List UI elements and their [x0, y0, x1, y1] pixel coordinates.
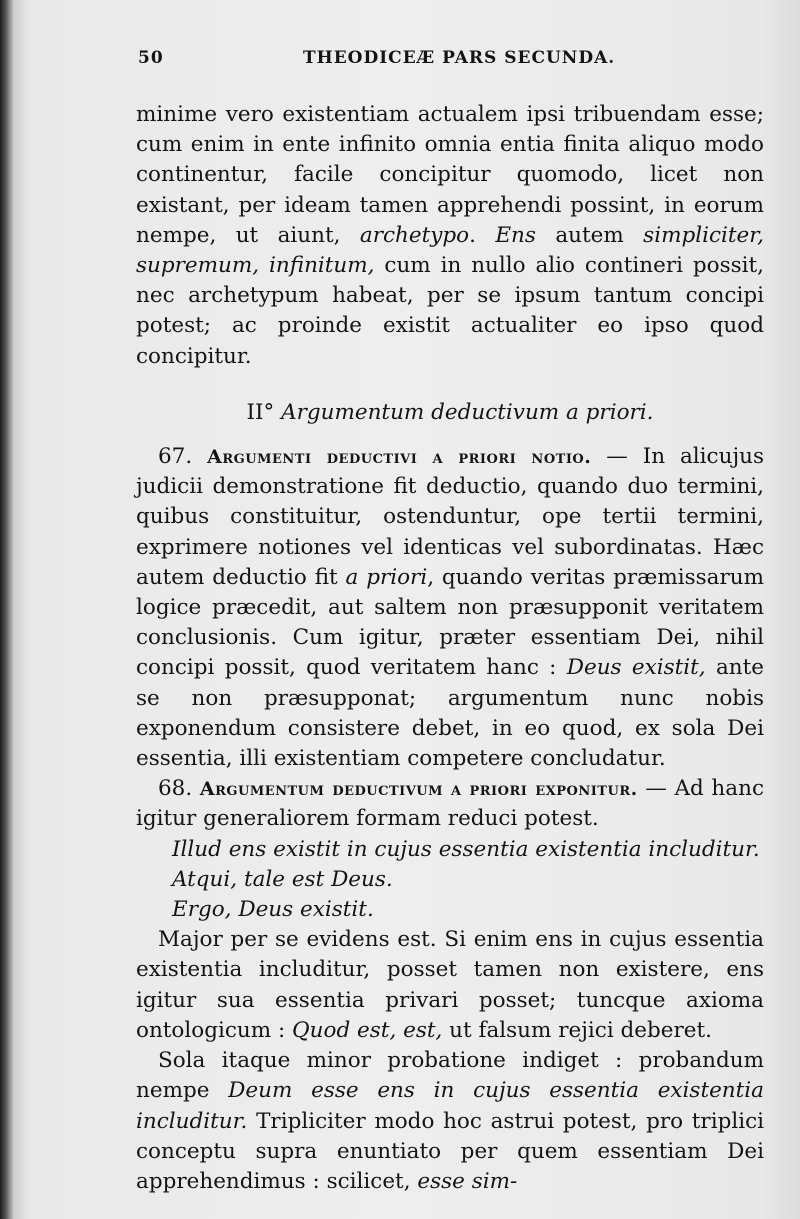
paragraph-minor — [136, 1046, 764, 1197]
paragraph-intro — [136, 100, 764, 372]
italic-term: esse sim- — [417, 1168, 518, 1194]
running-title: THEODICEÆ PARS SECUNDA. — [303, 48, 616, 68]
text-run: minime vero existentiam actualem ipsi tribuendam esse; cum enim in ente infinito omnia entia finita aliquo modo continentur, facile concipitur quomodo, licet non existant, per ideam tamen apprehendi possint, in eorum nempe, ut aiunt, — [136, 102, 764, 248]
italic-term: Quod est, est, — [292, 1017, 443, 1043]
page-number: 50 — [138, 48, 164, 68]
text-run: . — [469, 222, 496, 248]
paragraph-68 — [136, 774, 764, 834]
section-heading — [136, 398, 764, 428]
italic-term: archetypo — [359, 222, 470, 248]
italic-term: simpliciter, supremum, infinitum, — [136, 222, 764, 279]
paragraph-title: Argumentum deductivum a priori exponitur. — [199, 778, 638, 801]
italic-term: a priori — [345, 564, 428, 590]
section-title: Argumentum deductivum a priori. — [281, 399, 654, 425]
paragraph-major — [136, 925, 764, 1046]
syllogism-major: Illud ens existit in cujus essentia existentia includitur. — [172, 836, 760, 862]
text-run: — In alicujus judicii demonstratione fit deductio, quando duo termini, quibus constituitur, ostenduntur, ope tertii termini, exprimere notiones vel identicas vel subordinatas. Hæc autem deductio fit — [136, 444, 764, 590]
italic-term: Deum esse ens in cujus essentia existentia includitur. — [136, 1078, 764, 1134]
paragraph-67 — [136, 442, 764, 774]
italic-term: Deus existit, — [566, 655, 706, 681]
section-number: II° — [246, 399, 275, 425]
text-run: ut falsum rejici deberet. — [442, 1017, 712, 1043]
italic-term: Ens — [495, 222, 536, 248]
page-header — [138, 48, 758, 78]
text-run: autem — [535, 222, 644, 248]
text-run: Sola itaque minor probatione indiget : probandum nempe — [136, 1048, 764, 1104]
text-run: Tripliciter modo hoc astrui potest, pro triplici conceptu supra enuntiato per quem essentiam Dei apprehendimus : scilicet, — [136, 1108, 764, 1194]
text-run: cum in nullo alio contineri possit, nec archetypum habeat, per se ipsum tantum concipi potest; ac proinde existit actualiter eo ipso quod concipitur. — [136, 253, 764, 369]
page-body — [136, 100, 764, 1197]
syllogism-conclusion: Ergo, Deus existit. — [172, 897, 374, 923]
text-run: ante se non præsupponat; argumentum nunc nobis exponendum consistere debet, in eo quod, ex sola Dei essentia, illi existentiam competere concludatur. — [136, 655, 764, 772]
text-run: , quando veritas præmissarum logice præcedit, aut saltem non præsupponit veritatem conclusionis. Cum igitur, præter essentiam Dei, nihil concipi possit, quod veritatem hanc : — [136, 564, 764, 681]
paragraph-number: 67. — [158, 444, 208, 470]
text-run: — Ad hanc igitur generaliorem formam reduci potest. — [136, 776, 764, 832]
text-run: Major per se evidens est. Si enim ens in cujus essentia existentia includitur, posset tamen non existere, ens igitur sua essentia privari posset; tuncque axioma ontologicum : — [136, 927, 764, 1043]
paragraph-number: 68. — [158, 776, 200, 802]
paragraph-title: Argumenti deductivi a priori notio. — [207, 446, 592, 469]
syllogism-minor: Atqui, tale est Deus. — [172, 866, 393, 892]
